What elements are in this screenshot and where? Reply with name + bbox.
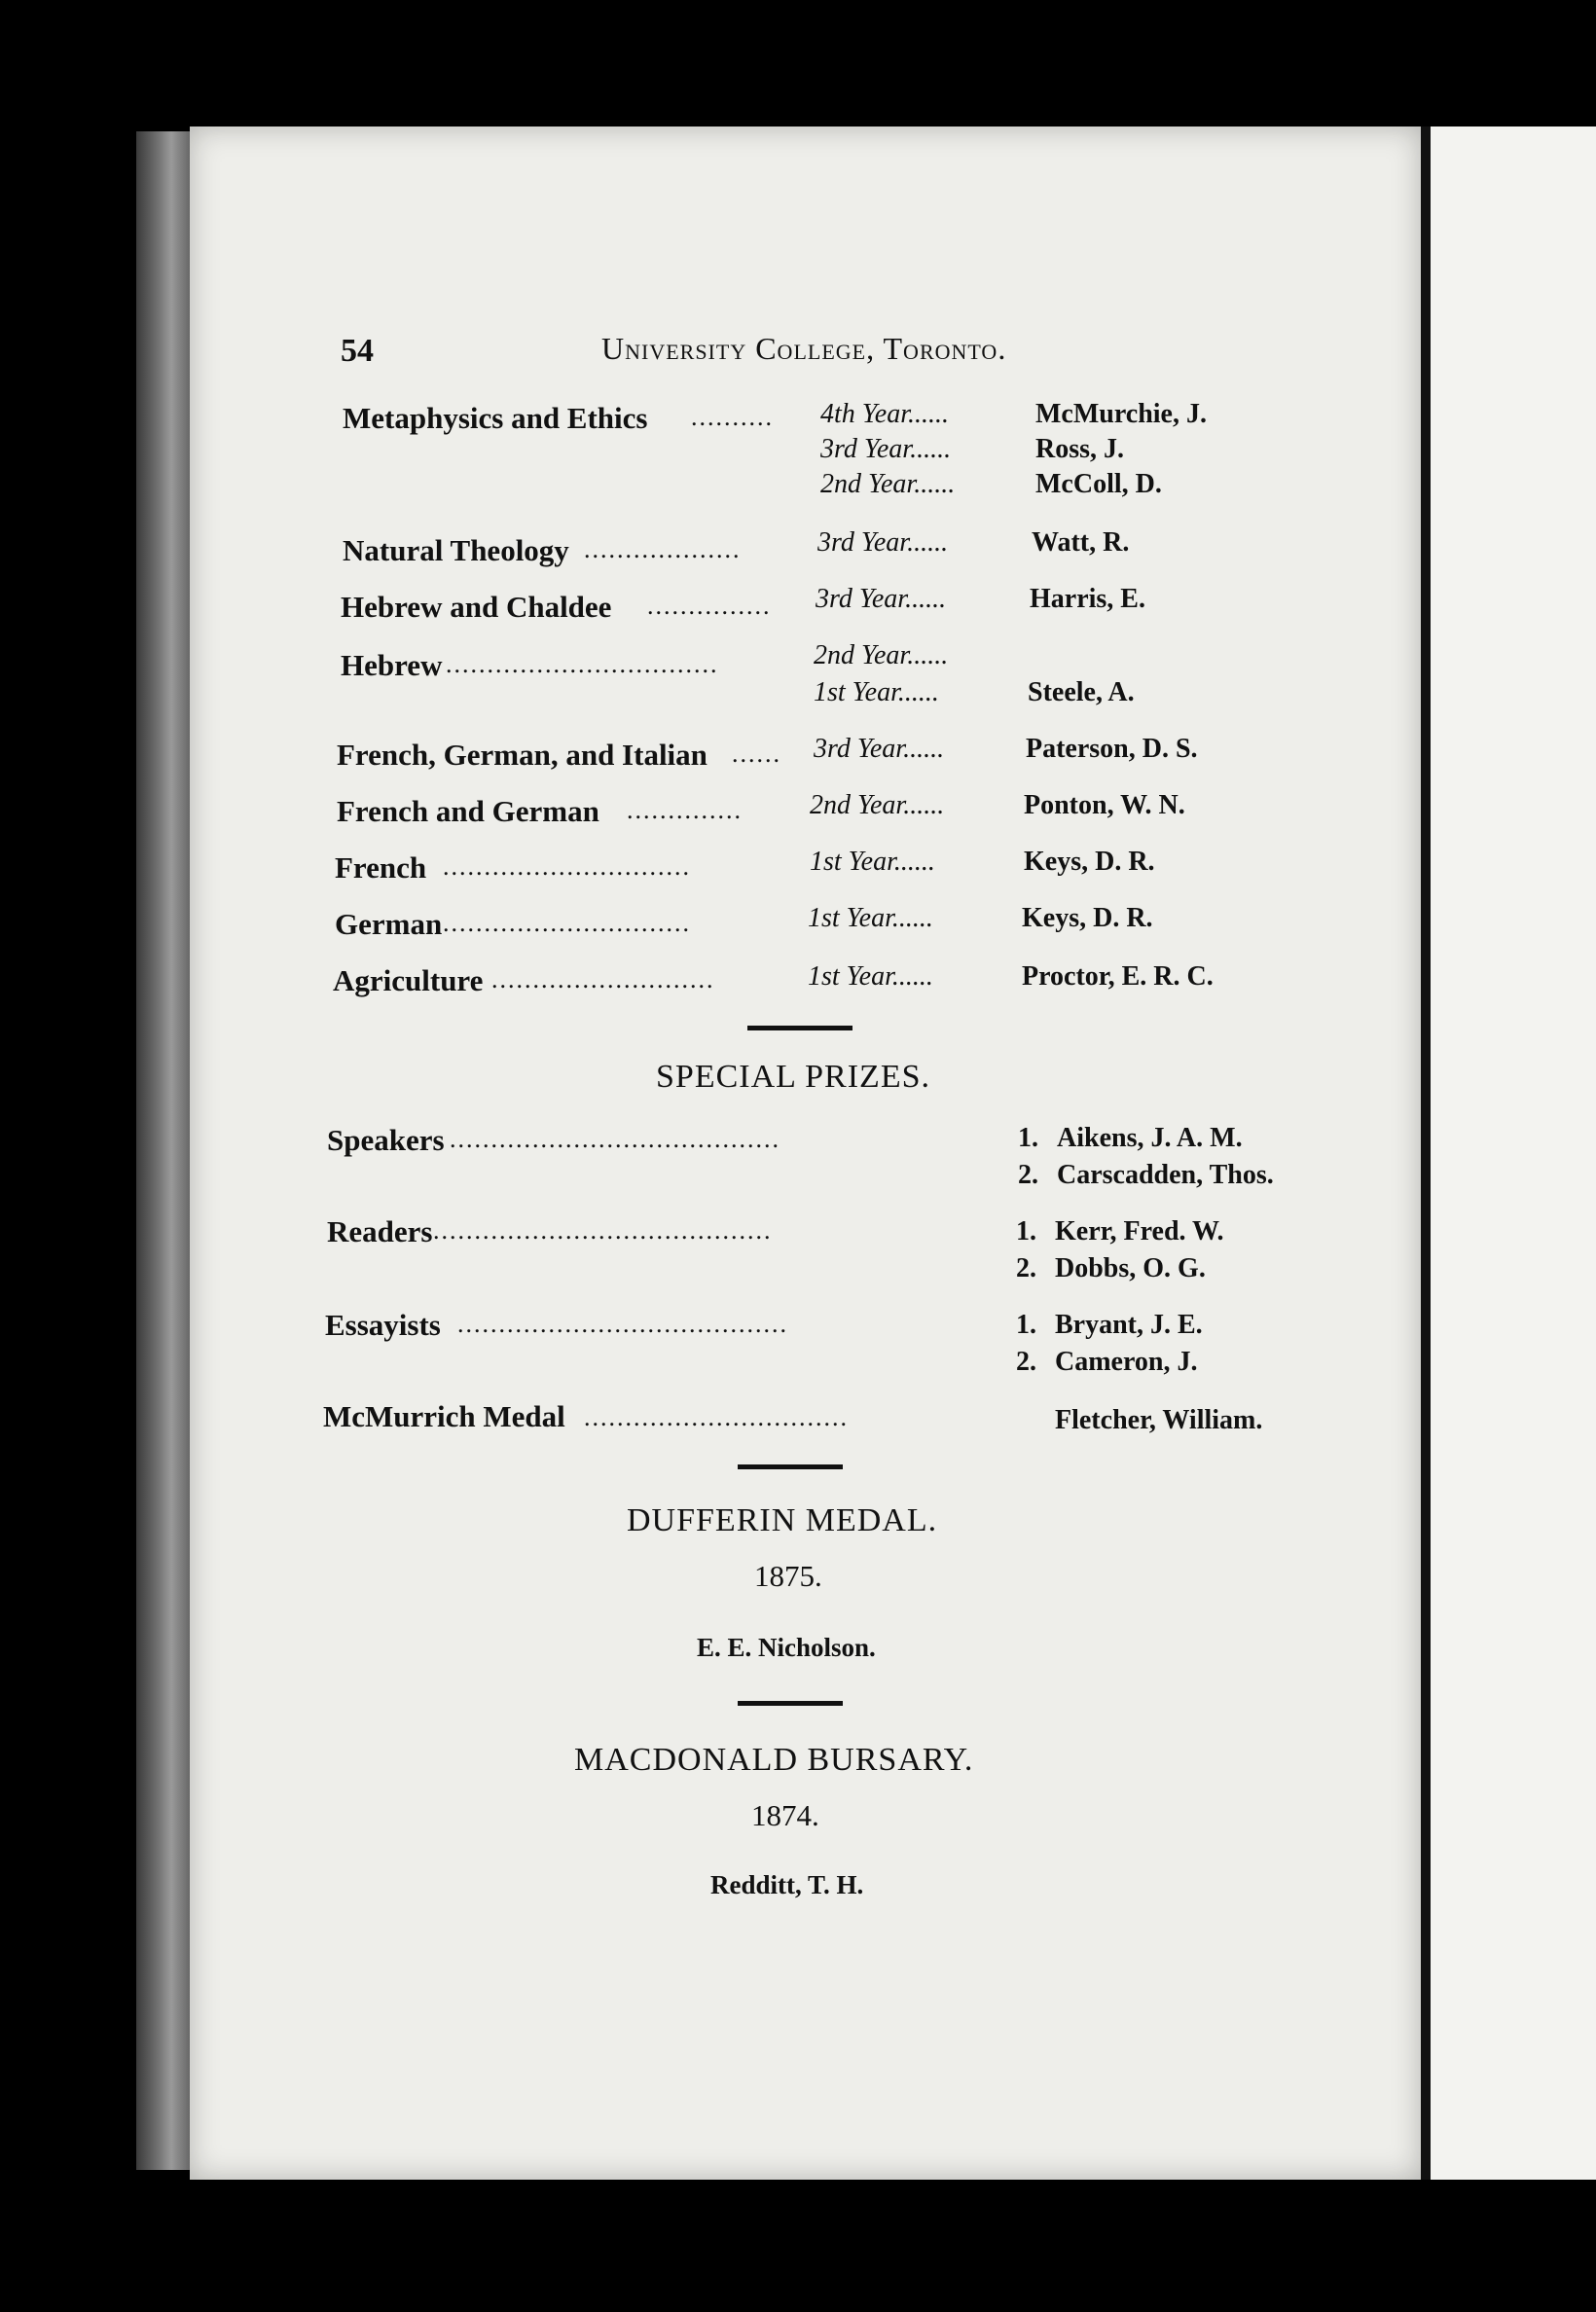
leader-dots: .............. xyxy=(627,796,743,824)
year-label: 1st Year...... xyxy=(808,903,933,933)
prize-winner: Carscadden, Thos. xyxy=(1057,1160,1274,1190)
subject-label: French and German xyxy=(337,794,599,828)
rank-number: 1. xyxy=(1016,1216,1036,1246)
student-name: McColl, D. xyxy=(1035,469,1162,499)
student-name: Keys, D. R. xyxy=(1022,903,1153,933)
section-year: 1875. xyxy=(754,1559,822,1593)
student-name: McMurchie, J. xyxy=(1035,399,1207,429)
student-name: Steele, A. xyxy=(1028,677,1135,707)
leader-dots: ........................... xyxy=(491,965,715,993)
prize-label: Readers xyxy=(327,1214,433,1248)
rank-number: 1. xyxy=(1018,1123,1038,1153)
leader-dots: ........................................ xyxy=(457,1310,788,1338)
subject-label: French, German, and Italian xyxy=(337,738,707,772)
prize-winner: Aikens, J. A. M. xyxy=(1057,1123,1243,1153)
leader-dots: ................................. xyxy=(446,650,719,678)
section-title: MACDONALD BURSARY. xyxy=(574,1742,974,1778)
section-divider xyxy=(738,1701,843,1706)
leader-dots: .............................. xyxy=(443,852,691,881)
student-name: Proctor, E. R. C. xyxy=(1022,961,1214,992)
year-label: 2nd Year...... xyxy=(814,640,949,670)
running-title: University College, Toronto. xyxy=(601,331,1007,366)
leader-dots: ...... xyxy=(732,740,781,768)
leader-dots: .......... xyxy=(691,403,774,431)
section-title: DUFFERIN MEDAL. xyxy=(627,1502,938,1538)
year-label: 3rd Year...... xyxy=(816,584,947,614)
subject-label: Natural Theology xyxy=(343,533,569,567)
prize-winner: Cameron, J. xyxy=(1055,1347,1198,1377)
leader-dots: ........................................ xyxy=(450,1125,780,1153)
year-label: 3rd Year...... xyxy=(820,434,952,464)
prize-label: McMurrich Medal xyxy=(323,1399,565,1433)
rank-number: 2. xyxy=(1018,1160,1038,1190)
section-divider xyxy=(747,1026,852,1030)
section-title: SPECIAL PRIZES. xyxy=(656,1059,931,1095)
year-label: 1st Year...... xyxy=(810,847,935,877)
leader-dots: ................... xyxy=(584,535,742,563)
prize-label: Essayists xyxy=(325,1308,441,1342)
student-name: Paterson, D. S. xyxy=(1026,734,1198,764)
section-year: 1874. xyxy=(751,1798,819,1832)
prize-winner: Dobbs, O. G. xyxy=(1055,1253,1206,1283)
year-label: 1st Year...... xyxy=(814,677,939,707)
leader-dots: .............................. xyxy=(443,909,691,937)
year-label: 2nd Year...... xyxy=(820,469,956,499)
rank-number: 2. xyxy=(1016,1253,1036,1283)
subject-label: French xyxy=(335,850,427,885)
student-name: Harris, E. xyxy=(1030,584,1145,614)
prize-winner: Kerr, Fred. W. xyxy=(1055,1216,1224,1246)
prize-winner: Fletcher, William. xyxy=(1055,1405,1263,1435)
leader-dots: ................................ xyxy=(584,1403,849,1431)
subject-label: Hebrew xyxy=(341,648,443,682)
year-label: 2nd Year...... xyxy=(810,790,945,820)
section-divider xyxy=(738,1464,843,1469)
year-label: 3rd Year...... xyxy=(817,527,949,558)
rank-number: 2. xyxy=(1016,1347,1036,1377)
subject-label: German xyxy=(335,907,443,941)
student-name: Ponton, W. N. xyxy=(1024,790,1185,820)
year-label: 1st Year...... xyxy=(808,961,933,992)
year-label: 4th Year...... xyxy=(820,399,950,429)
leader-dots: ......................................... xyxy=(433,1216,773,1245)
prize-winner: Bryant, J. E. xyxy=(1055,1310,1203,1340)
prize-label: Speakers xyxy=(327,1123,445,1157)
subject-label: Metaphysics and Ethics xyxy=(343,401,648,435)
student-name: Keys, D. R. xyxy=(1024,847,1155,877)
page-number: 54 xyxy=(341,333,374,369)
leader-dots: ............... xyxy=(647,592,772,620)
subject-label: Hebrew and Chaldee xyxy=(341,590,612,624)
subject-label: Agriculture xyxy=(333,963,484,997)
rank-number: 1. xyxy=(1016,1310,1036,1340)
student-name: Ross, J. xyxy=(1035,434,1125,464)
year-label: 3rd Year...... xyxy=(814,734,945,764)
bursary-winner: Redditt, T. H. xyxy=(710,1870,864,1899)
medal-winner: E. E. Nicholson. xyxy=(697,1633,876,1662)
student-name: Watt, R. xyxy=(1032,527,1130,558)
